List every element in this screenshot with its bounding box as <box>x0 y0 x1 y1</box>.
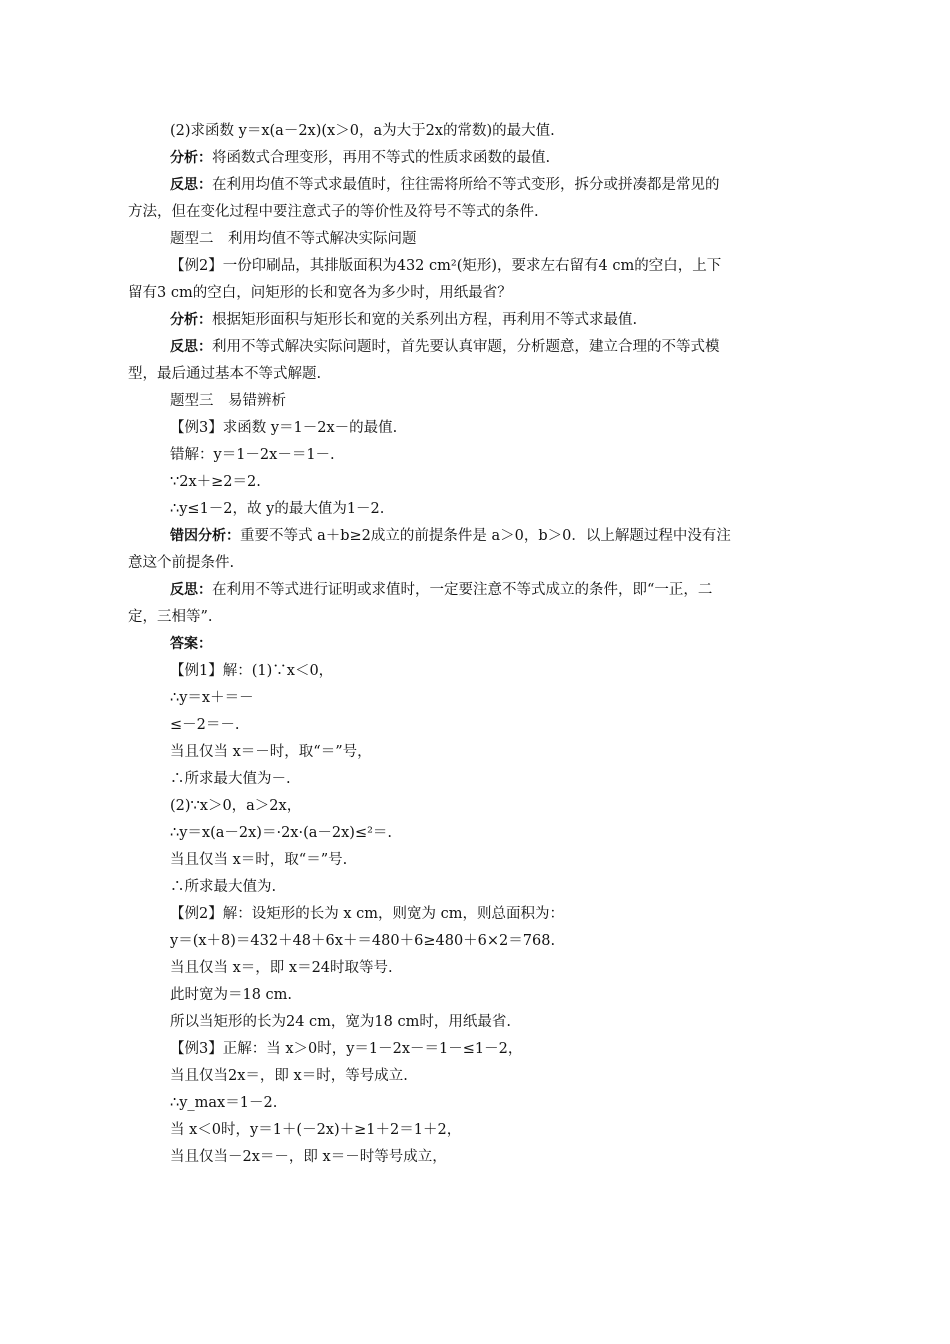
line-8: 分析：根据矩形面积与矩形长和宽的关系列出方程，再利用不等式求最值. <box>170 312 638 328</box>
line-9: 反思：利用不等式解决实际问题时，首先要认真审题，分析题意，建立合理的不等式模 <box>170 339 720 355</box>
line-16: 错因分析：重要不等式 a＋b≥2成立的前提条件是 a＞0，b＞0．以上解题过程中没有注 <box>170 528 731 544</box>
line-23: ≤－2＝－. <box>170 717 240 733</box>
line-33: 此时宽为＝18 cm. <box>170 987 293 1003</box>
line-35: 【例3】正解：当 x＞0时，y＝1－2x－＝1－≤1－2， <box>170 1041 523 1057</box>
line-11: 题型三 易错辨析 <box>170 393 286 409</box>
line-10: 型，最后通过基本不等式解题. <box>128 366 322 382</box>
line-1: (2)求函数 y＝x(a－2x)(x＞0，a为大于2x的常数)的最大值. <box>170 123 555 139</box>
line-34: 所以当矩形的长为24 cm，宽为18 cm时，用纸最省. <box>170 1014 511 1030</box>
line-17: 意这个前提条件. <box>128 555 235 571</box>
line-6: 【例2】一份印刷品，其排版面积为432 cm²(矩形)，要求左右留有4 cm的空白，上下 <box>170 258 722 274</box>
line-26: (2)∵x＞0，a＞2x， <box>170 798 302 814</box>
line-27: ∴y＝x(a－2x)＝·2x·(a－2x)≤²＝. <box>170 825 393 841</box>
line-5: 题型二 利用均值不等式解决实际问题 <box>170 231 417 247</box>
line-18: 反思：在利用不等式进行证明或求值时，一定要注意不等式成立的条件，即“一正，二 <box>170 582 713 598</box>
line-13: 错解：y＝1－2x－＝1－. <box>170 447 335 463</box>
line-2: 分析：将函数式合理变形，再用不等式的性质求函数的最值. <box>170 150 551 166</box>
line-30: 【例2】解：设矩形的长为 x cm，则宽为 cm，则总面积为： <box>170 906 564 922</box>
line-7: 留有3 cm的空白，问矩形的长和宽各为多少时，用纸最省？ <box>128 285 512 301</box>
document-body <box>128 118 815 1171</box>
line-39: 当且仅当－2x＝－，即 x＝－时等号成立， <box>170 1149 447 1165</box>
line-21: 【例1】解：(1)∵x＜0， <box>170 663 334 679</box>
line-22: ∴y＝x＋＝－ <box>170 690 254 706</box>
line-3: 反思：在利用均值不等式求最值时，往往需将所给不等式变形，拆分或拼凑都是常见的 <box>170 177 720 193</box>
line-31: y＝(x＋8)＝432＋48＋6x＋＝480＋6≥480＋6×2＝768. <box>170 933 556 949</box>
line-12: 【例3】求函数 y＝1－2x－的最值. <box>170 420 398 436</box>
line-20: 答案： <box>170 636 212 652</box>
line-25: ∴所求最大值为－. <box>170 771 291 787</box>
line-24: 当且仅当 x＝－时，取“＝”号， <box>170 744 372 760</box>
line-19: 定，三相等”. <box>128 609 213 625</box>
line-37: ∴y_max＝1－2. <box>170 1095 278 1111</box>
line-15: ∴y≤1－2，故 y的最大值为1－2. <box>170 501 385 517</box>
line-28: 当且仅当 x＝时，取“＝”号. <box>170 852 348 868</box>
line-4: 方法，但在变化过程中要注意式子的等价性及符号不等式的条件. <box>128 204 539 220</box>
line-32: 当且仅当 x＝，即 x＝24时取等号. <box>170 960 393 976</box>
line-38: 当 x＜0时，y＝1＋(－2x)＋≥1＋2＝1＋2， <box>170 1122 462 1138</box>
line-36: 当且仅当2x＝，即 x＝时，等号成立. <box>170 1068 408 1084</box>
line-14: ∵2x＋≥2＝2. <box>170 474 261 490</box>
line-29: ∴所求最大值为. <box>170 879 277 895</box>
